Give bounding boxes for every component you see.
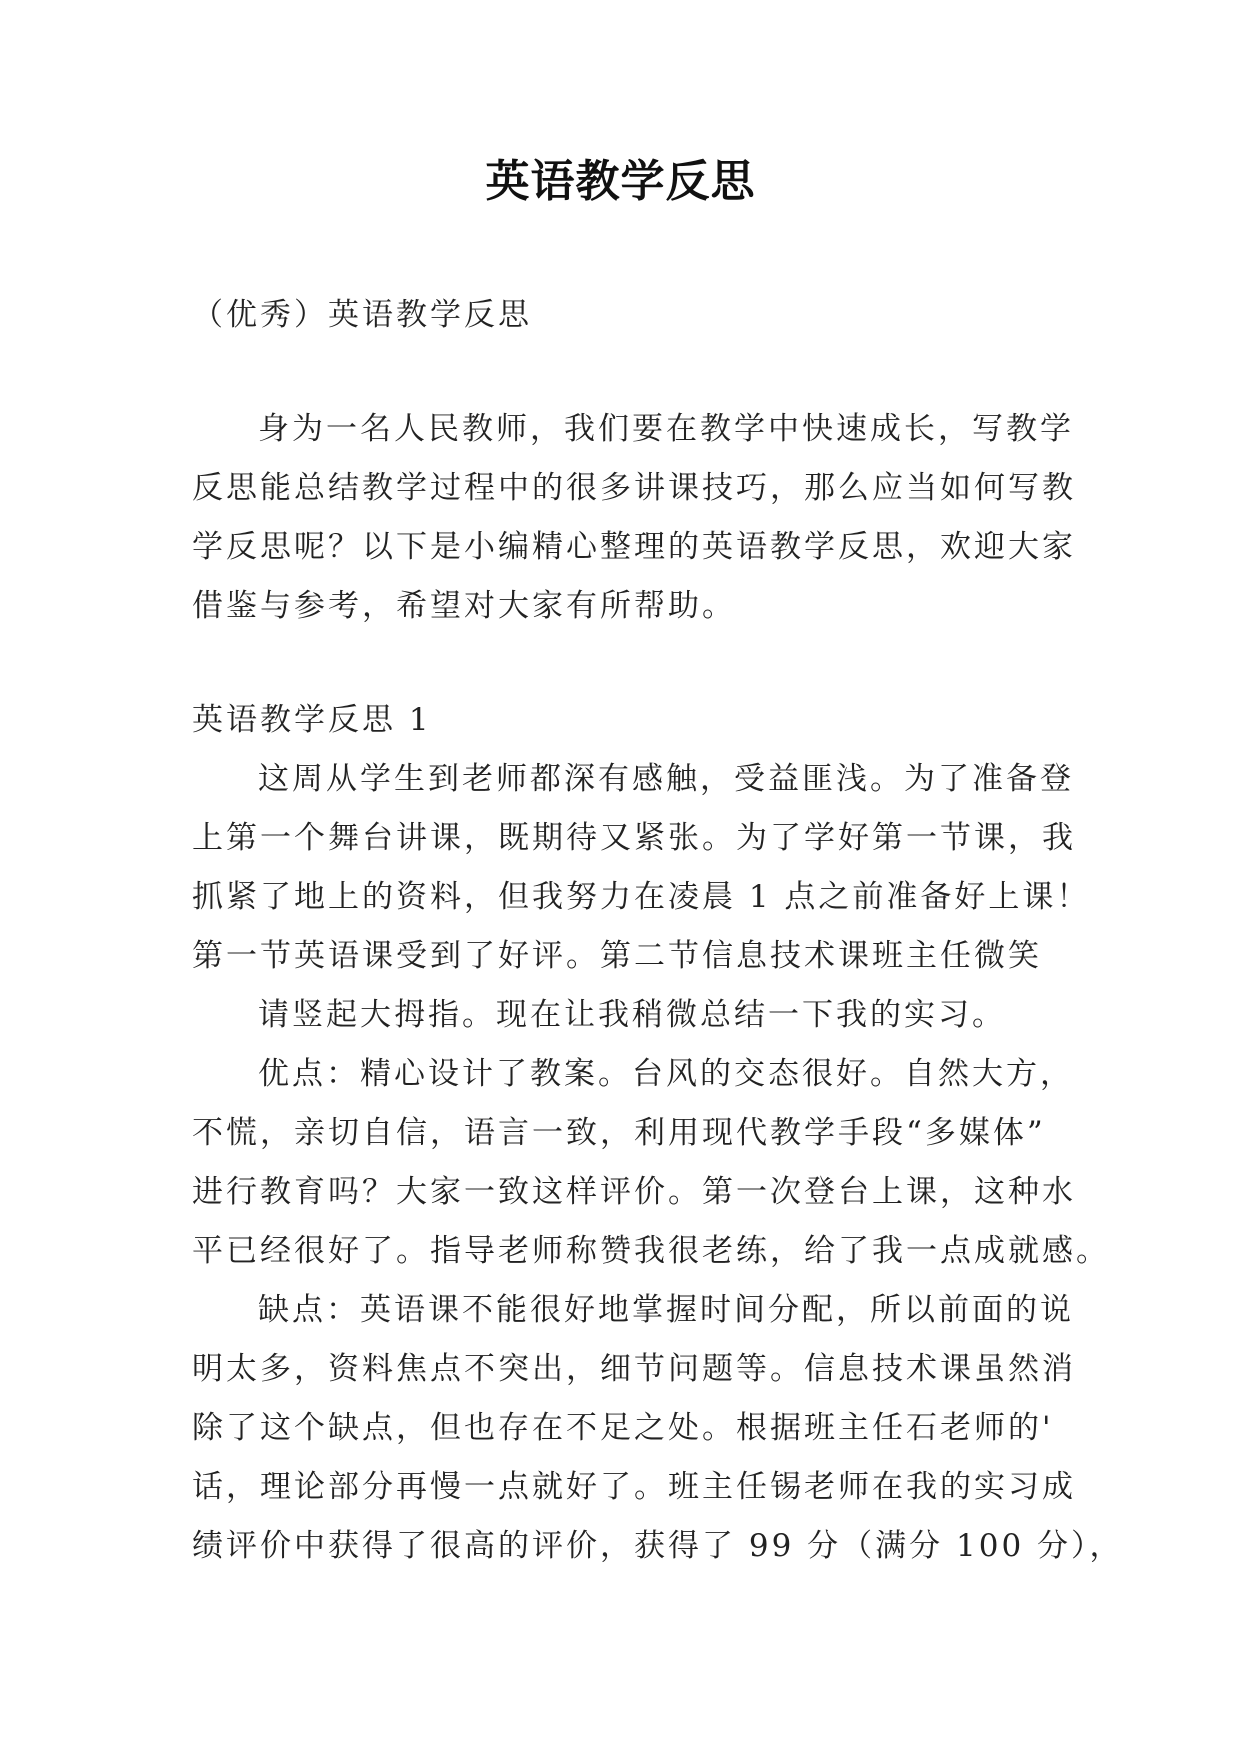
body-line: 请竖起大拇指。现在让我稍微总结一下我的实习。 — [258, 997, 1006, 1033]
body-line: 抓紧了地上的资料，但我努力在凌晨 1 点之前准备好上课！ — [192, 879, 1091, 915]
body-line: 明太多，资料焦点不突出，细节问题等。信息技术课虽然消 — [192, 1351, 1076, 1387]
body-line: 优点：精心设计了教案。台风的交态很好。自然大方， — [258, 1056, 1074, 1092]
document-title: 英语教学反思 — [485, 156, 756, 207]
document-subtitle: （优秀）英语教学反思 — [192, 297, 532, 333]
intro-line: 借鉴与参考，希望对大家有所帮助。 — [192, 588, 736, 624]
body-line: 不慌，亲切自信，语言一致，利用现代教学手段“多媒体” — [192, 1115, 1046, 1151]
section-heading: 英语教学反思 1 — [192, 702, 432, 738]
body-line: 上第一个舞台讲课，既期待又紧张。为了学好第一节课，我 — [192, 820, 1076, 856]
body-line: 进行教育吗？大家一致这样评价。第一次登台上课，这种水 — [192, 1174, 1076, 1210]
body-line: 除了这个缺点，但也存在不足之处。根据班主任石老师的' — [192, 1410, 1054, 1446]
body-line: 这周从学生到老师都深有感触，受益匪浅。为了准备登 — [258, 761, 1074, 797]
intro-line: 学反思呢？以下是小编精心整理的英语教学反思，欢迎大家 — [192, 529, 1076, 565]
body-line: 绩评价中获得了很高的评价，获得了 99 分（满分 100 分）， — [192, 1528, 1124, 1564]
body-line: 平已经很好了。指导老师称赞我很老练，给了我一点成就感。 — [192, 1233, 1110, 1269]
body-line: 话，理论部分再慢一点就好了。班主任锡老师在我的实习成 — [192, 1469, 1076, 1505]
intro-paragraph — [192, 400, 1076, 636]
body-line: 缺点：英语课不能很好地掌握时间分配，所以前面的说 — [258, 1292, 1074, 1328]
section-1 — [192, 691, 1124, 1576]
body-line: 第一节英语课受到了好评。第二节信息技术课班主任微笑 — [192, 938, 1042, 974]
intro-line: 反思能总结教学过程中的很多讲课技巧，那么应当如何写教 — [192, 470, 1076, 506]
intro-line: 身为一名人民教师，我们要在教学中快速成长，写教学 — [258, 411, 1074, 447]
